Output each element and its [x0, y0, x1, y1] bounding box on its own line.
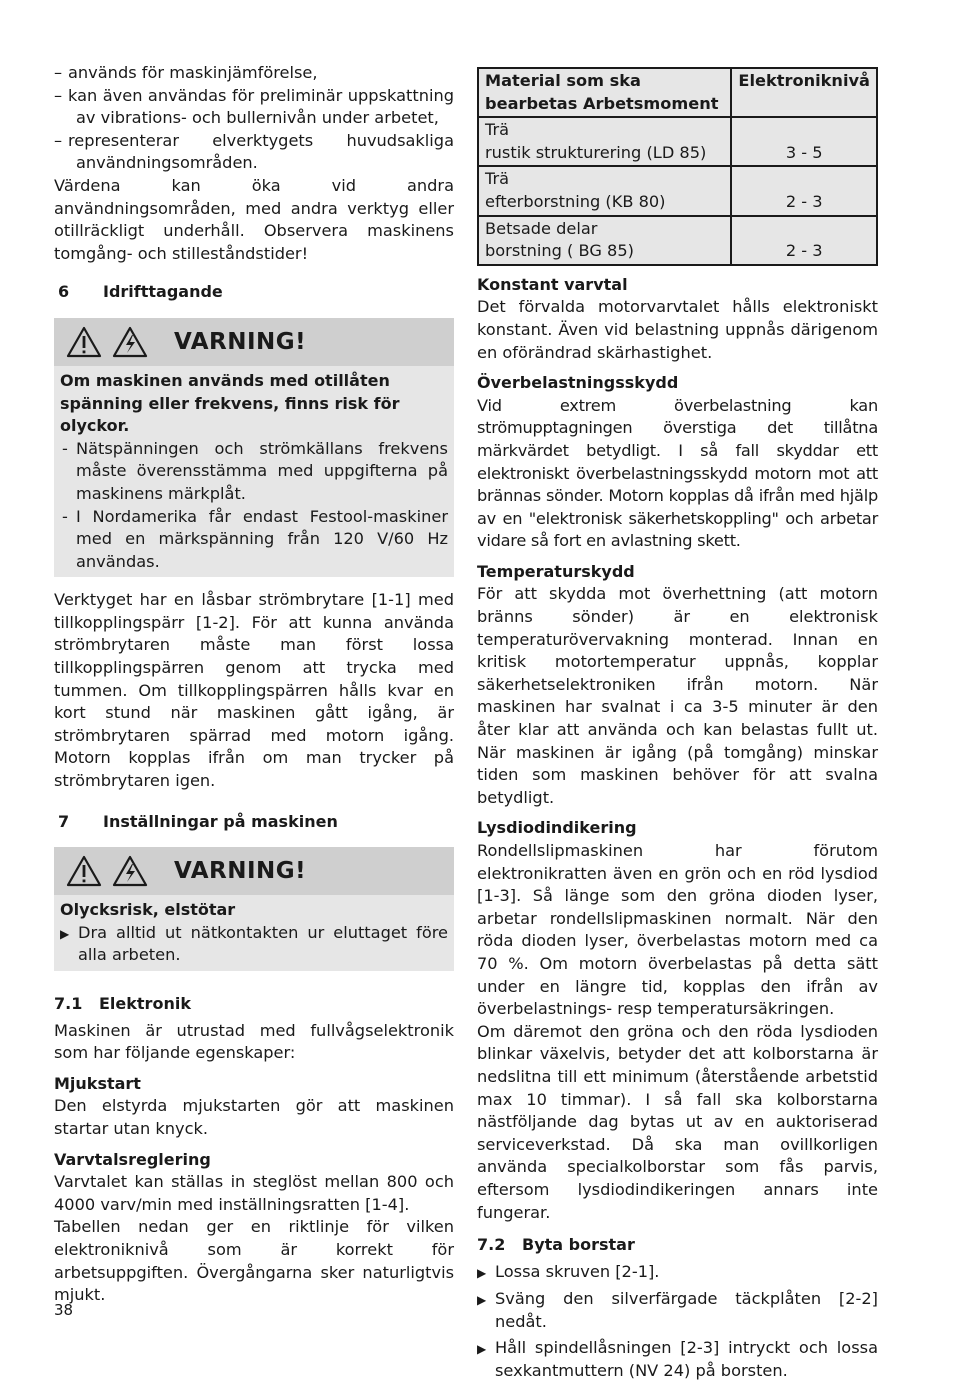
heading: Temperaturskydd	[477, 561, 635, 581]
warning-icons	[54, 326, 174, 358]
electronics-level-table	[477, 67, 878, 266]
warning-title: VARNING!	[174, 328, 307, 355]
list-item: - Nätspänningen och strömkällans frekvens måste överensstämma med uppgifterna på maskinens märkplåt.	[62, 438, 448, 503]
subsection-heading: 7.1 Elektronik	[54, 994, 191, 1013]
paragraph: Det förvalda motorvarvtalet hålls elektroniskt konstant. Även vid belastning uppnås därigenom en oförändrad skärhastighet.	[477, 297, 878, 362]
warning-box	[54, 847, 454, 971]
paragraph: Rondellslipmaskinen har förutom elektronikratten även en grön och en röd lysdiod [1-3]. Så länge som den gröna dioden lyser, arbetar rondellslipmaskinen normalt. När den röda dioden lyser, överbelastas motorn med ca 70 %. Om motorn överbelastas på detta sätt under en längre tid, kopplas den ifrån av överbelastnings- resp temperatursäkringen.	[477, 841, 878, 1019]
table-row	[478, 166, 877, 215]
steps-list	[477, 1261, 878, 1383]
table-row	[478, 117, 877, 166]
table-cell-level: 2 - 3	[731, 166, 877, 215]
table-cell-material: Betsade delar borstning ( BG 85)	[478, 216, 731, 265]
table-cell-material: Trä rustik strukturering (LD 85)	[478, 117, 731, 166]
table-cell-material: Trä efterborstning (KB 80)	[478, 166, 731, 215]
table-cell-level: 3 - 5	[731, 117, 877, 166]
paragraph: För att skydda mot överhettning (att motorn bränns sönder) är en elektronisk temperaturövervakning monterad. Innan en kritisk motortemperatur uppnås, kopplar säkerhetselektroniken ifrån motorn. När maskinen har svalnat i ca 3-5 minuter är den åter klar att använda och kan belastas fullt ut. När maskinen är igång (på tomgång) minskar tiden som maskinen behöver för att svalna betydligt.	[477, 584, 878, 807]
electric-shock-icon	[112, 855, 148, 887]
paragraph: Den elstyrda mjukstarten gör att maskinen startar utan knyck.	[54, 1096, 454, 1138]
warning-lead: Om maskinen används med otillåten spänning eller frekvens, finns risk för olyckor.	[60, 370, 400, 436]
list-item: ▶ Håll spindellåsningen [2-3] intryckt och lossa sexkantmuttern (NV 24) på borsten.	[477, 1338, 878, 1381]
list-item: ▶ Sväng den silverfärgade täckplåten [2-2] nedåt.	[477, 1289, 878, 1331]
right-column	[477, 67, 878, 1383]
heading: Mjukstart	[54, 1073, 141, 1093]
warning-header	[54, 847, 454, 895]
heading: Konstant varvtal	[477, 274, 628, 294]
warning-title: VARNING!	[174, 857, 307, 884]
warning-body	[54, 366, 454, 577]
section-heading: 6 Idrifttagande	[58, 282, 223, 302]
intro-paragraph: Värdena kan öka vid andra användningsområden, med andra verktyg eller otillräckligt underhåll. Observera maskinens tomgång- och stilleståndstider!	[54, 175, 454, 263]
left-column	[54, 62, 454, 1307]
heading: Lysdiodindikering	[477, 818, 637, 838]
table-header-material: Material som ska bearbetas Arbetsmoment	[478, 68, 731, 117]
subsection-heading: 7.2 Byta borstar	[477, 1235, 635, 1255]
warning-triangle-icon	[66, 326, 102, 358]
warning-icons	[54, 855, 174, 887]
warning-body	[54, 895, 454, 971]
warning-lead: Olycksrisk, elstötar	[60, 900, 236, 920]
warning-header	[54, 318, 454, 366]
paragraph: Maskinen är utrustad med fullvågselektronik som har följande egenskaper:	[54, 1020, 454, 1063]
table-row	[478, 216, 877, 265]
list-item: ▶ Dra alltid ut nätkontakten ur eluttaget före alla arbeten.	[60, 922, 448, 965]
paragraph: Varvtalet kan ställas in steglöst mellan 800 och 4000 varv/min med inställningsratten [1-4].	[54, 1172, 454, 1214]
list-item: – används för maskinjämförelse,	[54, 63, 318, 82]
warning-box	[54, 318, 454, 577]
heading: Överbelastningsskydd	[477, 373, 679, 393]
list-item: - I Nordamerika får endast Festool-maskiner med en märkspänning från 120 V/60 Hz användas.	[62, 506, 448, 571]
paragraph: Tabellen nedan ger en riktlinje för vilken elektroniknivå som är korrekt för arbetsuppgiften. Övergångarna sker naturligtvis mjukt.	[54, 1217, 454, 1305]
page-number: 38	[54, 1301, 74, 1319]
table-cell-level: 2 - 3	[731, 216, 877, 265]
heading: Varvtalsreglering	[54, 1149, 211, 1169]
electric-shock-icon	[112, 326, 148, 358]
switch-paragraph: Verktyget har en låsbar strömbrytare [1-1] med tillkopplingspärr [1-2]. För att kunna använda strömbrytaren måste man först lossa tillkopplingspärren genom att trycka med tummen. Om tillkopplingspärren hålls kvar en kort stund när maskinen gått igång, är strömbrytaren spärrad med motorn igång. Motorn kopplas ifrån om man trycker på strömbrytaren igen.	[54, 590, 454, 791]
warning-triangle-icon	[66, 855, 102, 887]
paragraph: Om däremot den gröna och den röda lysdioden blinkar växelvis, betyder det att kolborstarna är nedslitna till ett minimum (återstående arbetstid max 10 timmar). I så fall ska kolborstarna nästföljande dag bytas ut av en auktoriserad serviceverkstad. Då ska man ovillkorligen använda specialkolborstar som fås parvis, eftersom lysdiodindikeringen annars inte fungerar.	[477, 1021, 878, 1222]
section-heading: 7 Inställningar på maskinen	[58, 811, 338, 831]
table-header-level: Elektroniknivå	[731, 68, 877, 117]
list-item: ▶ Lossa skruven [2-1].	[477, 1261, 660, 1281]
table-header-row	[478, 68, 877, 117]
list-item: – representerar elverktygets huvudsakliga användningsområden.	[54, 130, 454, 173]
paragraph: Vid extrem överbelastning kan strömupptagningen överstiga det tillåtna märkvärdet betydligt. I så fall skyddar ett elektroniskt överbelastningsskydd motorn mot att brännas sönder. Motorn kopplas då ifrån med hjälp av en "elektronisk säkerhetskoppling" och arbetar vidare så fort en avlastning skett.	[477, 395, 878, 551]
intro-list	[54, 62, 454, 175]
list-item: – kan även användas för preliminär uppskattning av vibrations- och bullernivån under arbetet,	[54, 85, 454, 128]
